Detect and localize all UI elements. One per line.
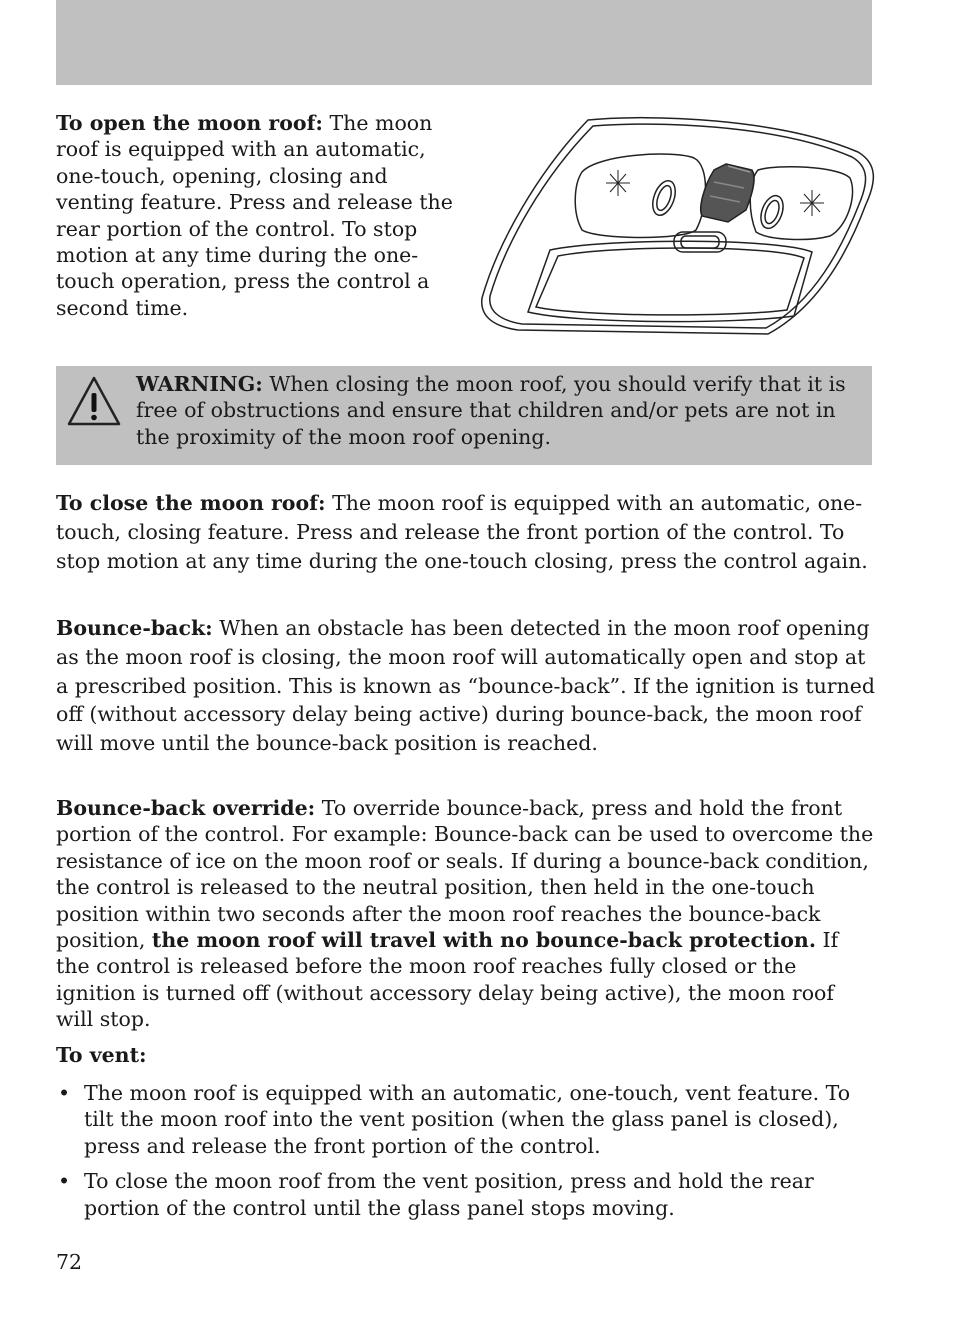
vent-bullet-list (56, 1080, 876, 1230)
close-text: The moon roof is equipped with an automatic, one-touch, closing feature. Press and release the front portion of the control. To stop motion at any time during the one-touch closing, press the control again. (56, 491, 868, 573)
intro-heading: To open the moon roof: (56, 111, 323, 135)
warning-triangle-icon (66, 375, 122, 427)
bullet-icon: • (58, 1081, 71, 1105)
intro-paragraph (56, 110, 471, 321)
list-item (56, 1080, 876, 1159)
close-paragraph (56, 489, 876, 575)
bounce-back-heading: Bounce-back: (56, 616, 213, 640)
list-item (56, 1168, 876, 1221)
page-number: 72 (56, 1250, 83, 1274)
vent-heading-paragraph (56, 1042, 876, 1068)
bullet-icon: • (58, 1169, 71, 1194)
bounce-back-paragraph (56, 614, 876, 758)
list-item-text: To close the moon roof from the vent position, press and hold the rear portion of the control until the glass panel stops moving. (84, 1169, 814, 1220)
intro-text: The moon roof is equipped with an automatic, one-touch, opening, closing and venting feature. Press and release the rear portion of the control. To stop motion at any time during the one-touch operation, press the control a second time. (56, 111, 453, 320)
bounce-back-text: When an obstacle has been detected in the moon roof opening as the moon roof is closing, the moon roof will automatically open and stop at a prescribed position. This is known as “bounce-back”. If the ignition is turned off (without accessory delay being active) during bounce-back, the moon roof will move until the bounce-back position is reached. (56, 616, 876, 756)
override-text-2: If the control is released before the moon roof reaches fully closed or the ignition is turned off (without accessory delay being active), the moon roof will stop. (56, 928, 839, 1032)
override-paragraph (56, 795, 876, 1033)
override-bold-text: the moon roof will travel with no bounce-back protection. (151, 928, 816, 953)
override-text-1: To override bounce-back, press and hold the front portion of the control. For example: Bounce-back can be used to overcome the resistance of ice on the moon roof or seals. If during a bounce-back condition, the control is released to the neutral position, then held in the one-touch position within two seconds after the moon roof reaches the bounce-back position, (56, 796, 874, 953)
vent-heading: To vent: (56, 1043, 147, 1067)
overhead-console-illustration (478, 112, 878, 340)
warning-box (56, 366, 872, 465)
close-heading: To close the moon roof: (56, 491, 326, 515)
header-bar (56, 0, 872, 85)
warning-text: When closing the moon roof, you should verify that it is free of obstructions and ensure that children and/or pets are not in the proximity of the moon roof opening. (136, 372, 846, 449)
warning-heading: WARNING: (136, 372, 263, 396)
override-heading: Bounce-back override: (56, 796, 316, 820)
list-item-text: The moon roof is equipped with an automatic, one-touch, vent feature. To tilt the moon roof into the vent position (when the glass panel is closed), press and release the front portion of the control. (84, 1081, 851, 1158)
